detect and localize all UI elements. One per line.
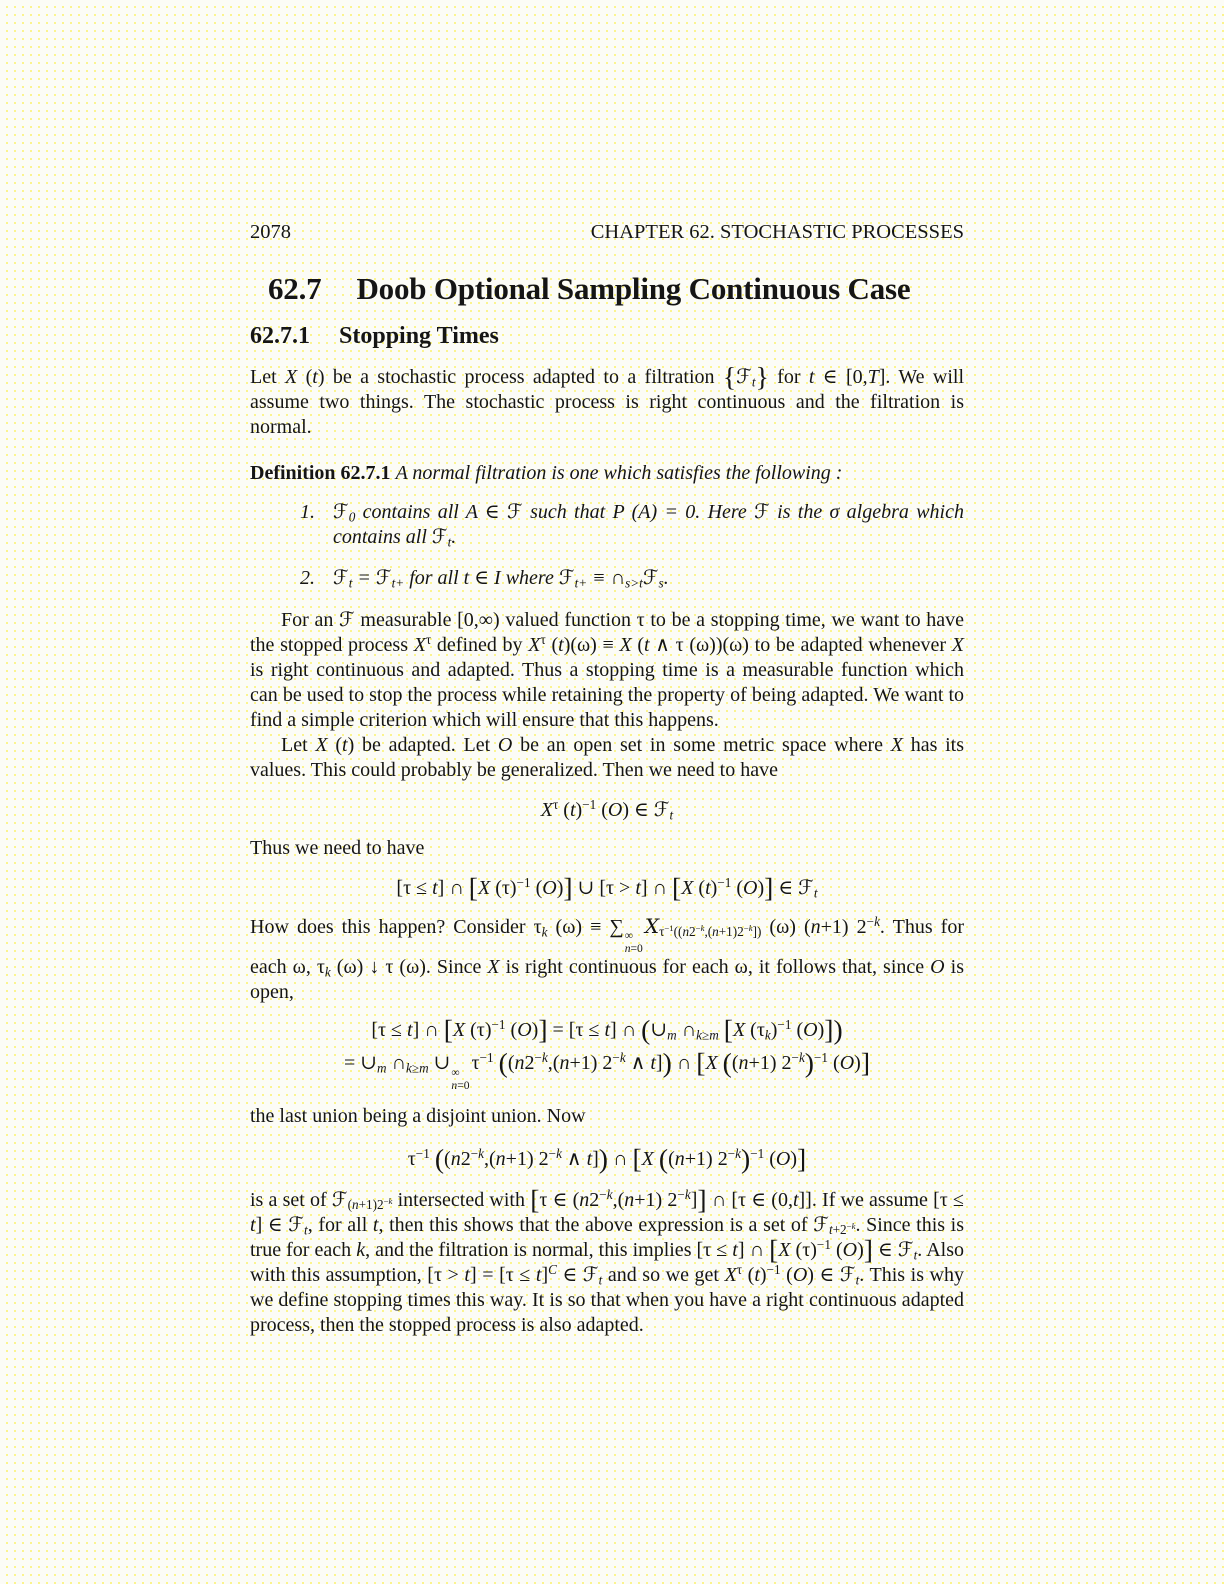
- paragraph-conclusion: is a set of ℱ$_{(n+1)2^{-k}}$ intersected with [τ ∈ ($n2^{-k},(n+1)$ $2^{-k}$]] ∩ [τ ∈ (0,t]]. If we assume [τ ≤ t] ∈ ℱ$_t$, for all t, then this shows that the above expression is a set of ℱ$_{t+2^{-k}}$. Since this is true for each k, and the filtration is normal, this implies [τ ≤ t] ∩ [X $(\tau)^{-1}$ (O)] ∈ ℱ$_t$. Also with this assumption, [τ > t] = [τ ≤ t]$^C$ ∈ ℱ$_t$ and so we get $X^\tau$ $(t)^{-1}$ (O) ∈ ℱ$_t$. This is why we define stopping times this way. It is so that when you have a right continuous adapted process, then the stopped process is also adapted.: [250, 1183, 965, 1336]
- page-number: 2078: [250, 221, 291, 243]
- subsection-heading: [250, 323, 964, 350]
- list-item-number: 1.: [300, 501, 315, 523]
- paragraph-stopping-time: For an ℱ measurable [0,∞) valued function τ to be a stopping time, we want to have the stopped process $X^\tau$ defined by $X^\tau$ (t)(ω) ≡ X (t ∧ τ (ω))(ω) to be adapted whenever X is right continuous and adapted. Thus a stopping time is a measurable function which can be used to stop the process while retaining the property of being adapted. We want to find a simple criterion which will ensure that this happens.: [250, 609, 964, 731]
- equation-union-condition: [τ ≤ t] ∩ [X $(\tau)^{-1}$ (O)] ∪ [τ > t] ∩ [X $(t)^{-1}$ (O)] ∈ ℱ$_t$: [396, 871, 818, 903]
- section-title: Doob Optional Sampling Continuous Case: [356, 271, 911, 306]
- list-item-number: 2.: [300, 567, 315, 589]
- paragraph-thus: Thus we need to have: [250, 837, 425, 859]
- paragraph-open-set: Let X (t) be adapted. Let O be an open set in some metric space where X has its values. This could probably be generalized. Then we need to have: [250, 734, 965, 781]
- list-item: [250, 500, 964, 550]
- chapter-title: CHAPTER 62. STOCHASTIC PROCESSES: [590, 221, 964, 243]
- section-heading: [250, 272, 964, 306]
- text-column: [250, 220, 964, 1338]
- running-head: [250, 220, 964, 245]
- list-item: [250, 566, 964, 591]
- subsection-title: Stopping Times: [339, 323, 499, 349]
- section-number: 62.7: [268, 271, 322, 306]
- equation-tau-inverse: $\tau^{-1}$ (($n2^{-k},(n+1)$ $2^{-k}$ ∧ t]) ∩ [X ((n+1) $2^{-k})^{-1}$ (O)]: [407, 1142, 807, 1174]
- equation-intersection-line2: = $\cup_m$ $\cap_{k\ge m}$ ∪ ∞ n=0 $\tau^{-1}$ (($n2^{-k},(n+1)$ $2^{-k}$ ∧ t]) ∩ [X ((n+1) $2^{-k})^{-1}$ (O)]: [343, 1047, 871, 1092]
- definition-label: Definition 62.7.1: [250, 462, 391, 484]
- subsection-number: 62.7.1: [250, 323, 310, 349]
- definition-list: [250, 500, 964, 591]
- paragraph-disjoint-union: the last union being a disjoint union. Now: [250, 1104, 586, 1127]
- equation-intersection-line1: [τ ≤ t] ∩ [X $(\tau)^{-1}$ (O)] = [τ ≤ t] ∩ ($\cup_m$ $\cap_{k\ge m}$ [X $(\tau_k)^{-1}$ (O)]): [371, 1014, 843, 1046]
- paragraph-intro: Let X (t) be a stochastic process adapted to a filtration {ℱ$_t$} for t ∈ [0,T]. We will assume two things. The stochastic process is right continuous and the filtration is normal.: [250, 360, 965, 438]
- paragraph-how: How does this happen? Consider $\tau_k$ (ω) ≡ ∑ ∞ n=0 $X_{\tau^{-1}((n2^{-k},(n+1)2^{-k}])}$ (ω) (n+1) $2^{-k}$. Thus for each ω, $\tau_k$ (ω) ↓ τ (ω). Since X is right continuous for each ω, it follows that, since O is open,: [250, 913, 964, 1004]
- definition-paragraph: [250, 461, 964, 486]
- definition-body: A normal filtration is one which satisfies the following :: [395, 462, 843, 484]
- list-item-text: ℱ$_0$ contains all A ∈ ℱ such that P (A) = 0. Here ℱ is the σ algebra which contains all ℱ$_t$.: [333, 501, 964, 550]
- equation-adapted-condition: $X^\tau$ $(t)^{-1}$ (O) ∈ ℱ$_t$: [540, 796, 674, 823]
- list-item-text: ℱ$_t$ = ℱ$_{t+}$ for all t ∈ I where ℱ$_{t+}$ ≡ $\cap_{s>t}ℱ_s$.: [333, 567, 669, 591]
